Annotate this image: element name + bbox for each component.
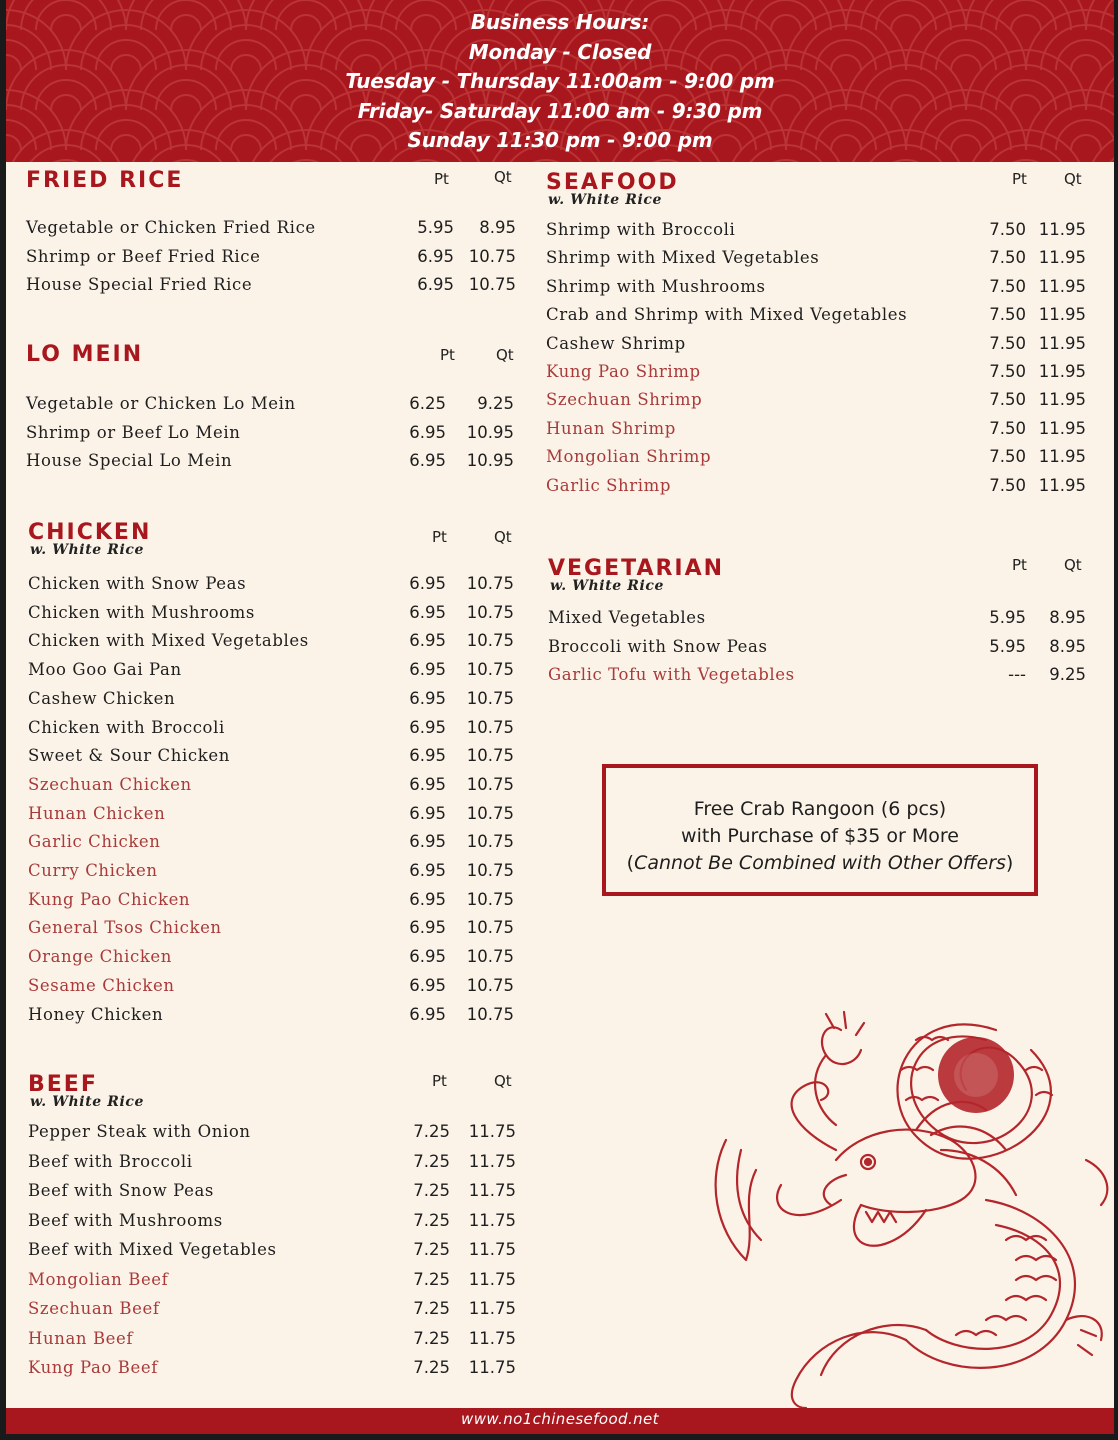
item-name: Moo Goo Gai Pan bbox=[28, 660, 182, 680]
promo-box bbox=[602, 764, 1038, 896]
item-name: Crab and Shrimp with Mixed Vegetables bbox=[546, 305, 908, 325]
item-name: Beef with Mixed Vegetables bbox=[28, 1240, 277, 1259]
item-price-pt: 7.50 bbox=[989, 362, 1026, 381]
footer-bar bbox=[6, 1408, 1114, 1434]
col-header-pt: Pt bbox=[434, 170, 449, 188]
section-title: SEAFOOD bbox=[546, 170, 679, 195]
item-price-pt: 7.50 bbox=[989, 418, 1026, 438]
item-name: Shrimp or Beef Lo Mein bbox=[26, 422, 241, 442]
item-name: Orange Chicken bbox=[28, 947, 173, 967]
item-price-pt: 6.95 bbox=[409, 602, 446, 622]
item-name: Mongolian Beef bbox=[28, 1269, 169, 1289]
promo-line-3: (Cannot Be Combined with Other Offers) bbox=[626, 852, 1014, 874]
item-name: Pepper Steak with Onion bbox=[28, 1122, 251, 1141]
item-name: Beef with Snow Peas bbox=[28, 1181, 214, 1200]
item-price-pt: 6.95 bbox=[409, 1004, 446, 1024]
item-name: Shrimp with Mushrooms bbox=[546, 276, 766, 296]
item-price-qt: 10.75 bbox=[466, 918, 514, 938]
item-price-qt: 10.75 bbox=[466, 774, 514, 794]
section-subtitle: w. White Rice bbox=[30, 1094, 145, 1110]
item-price-pt: 6.95 bbox=[409, 660, 446, 680]
item-price-pt: 6.95 bbox=[409, 717, 446, 737]
item-price-qt: 11.95 bbox=[1038, 305, 1086, 325]
item-price-qt: 10.75 bbox=[466, 947, 514, 967]
col-header-pt: Pt bbox=[440, 346, 455, 364]
section-subtitle: w. White Rice bbox=[30, 542, 145, 558]
item-price-pt: 6.95 bbox=[409, 422, 446, 442]
item-price-pt: 7.25 bbox=[413, 1122, 450, 1141]
item-price-pt: 7.25 bbox=[413, 1151, 450, 1171]
promo-line-2: with Purchase of $35 or More bbox=[681, 825, 959, 847]
item-price-qt: 11.75 bbox=[468, 1122, 516, 1141]
item-name: Shrimp or Beef Fried Rice bbox=[26, 246, 261, 266]
item-price-qt: 10.75 bbox=[466, 889, 514, 909]
section-title: CHICKEN bbox=[28, 520, 152, 545]
item-price-qt: 10.75 bbox=[468, 246, 516, 266]
item-price-pt: 7.50 bbox=[989, 248, 1026, 268]
item-price-pt: 5.95 bbox=[989, 636, 1026, 656]
hours-line: Friday- Saturday 11:00 am - 9:30 pm bbox=[357, 98, 763, 123]
item-name: Chicken with Snow Peas bbox=[28, 574, 247, 593]
item-price-qt: 11.75 bbox=[468, 1240, 516, 1259]
item-price-qt: 11.95 bbox=[1038, 447, 1086, 467]
item-name: Garlic Chicken bbox=[28, 832, 161, 852]
item-name: Mixed Vegetables bbox=[548, 608, 706, 627]
col-header-qt: Qt bbox=[494, 168, 512, 186]
item-price-pt: 7.25 bbox=[413, 1269, 450, 1289]
item-name: Chicken with Mushrooms bbox=[28, 602, 255, 622]
col-header-qt: Qt bbox=[1064, 170, 1082, 188]
item-price-qt: 8.95 bbox=[1049, 608, 1086, 627]
item-price-qt: 11.95 bbox=[1038, 390, 1086, 410]
item-name: Shrimp with Broccoli bbox=[546, 220, 736, 239]
col-header-pt: Pt bbox=[432, 528, 447, 546]
item-price-pt: 6.95 bbox=[409, 947, 446, 967]
item-price-pt: 7.25 bbox=[413, 1240, 450, 1259]
item-price-pt: 7.50 bbox=[989, 276, 1026, 296]
col-header-pt: Pt bbox=[1012, 556, 1027, 574]
item-price-pt: 7.50 bbox=[989, 220, 1026, 239]
section-title: BEEF bbox=[28, 1072, 98, 1097]
item-price-qt: 10.75 bbox=[466, 574, 514, 593]
item-price-qt: 9.25 bbox=[477, 394, 514, 413]
section-subtitle: w. White Rice bbox=[548, 192, 663, 208]
item-price-qt: 11.95 bbox=[1038, 362, 1086, 381]
item-name: Hunan Beef bbox=[28, 1328, 134, 1348]
item-name: Szechuan Beef bbox=[28, 1299, 160, 1318]
item-name: Kung Pao Shrimp bbox=[546, 362, 701, 381]
item-price-qt: 11.75 bbox=[468, 1269, 516, 1289]
item-price-qt: 8.95 bbox=[479, 218, 516, 237]
item-price-qt: 11.95 bbox=[1038, 418, 1086, 438]
item-name: House Special Lo Mein bbox=[26, 451, 233, 470]
header-banner bbox=[6, 0, 1114, 162]
item-price-pt: 7.25 bbox=[413, 1210, 450, 1230]
item-name: Hunan Shrimp bbox=[546, 418, 676, 438]
hours-line: Sunday 11:30 pm - 9:00 pm bbox=[407, 128, 713, 152]
item-price-pt: 6.95 bbox=[409, 975, 446, 995]
item-name: Kung Pao Chicken bbox=[28, 889, 191, 909]
item-name: Cashew Chicken bbox=[28, 688, 176, 708]
section-subtitle: w. White Rice bbox=[550, 578, 665, 594]
item-price-qt: 10.75 bbox=[466, 660, 514, 680]
item-name: Honey Chicken bbox=[28, 1004, 164, 1024]
item-price-qt: 8.95 bbox=[1049, 636, 1086, 656]
item-name: Beef with Broccoli bbox=[28, 1151, 193, 1171]
item-name: Chicken with Broccoli bbox=[28, 717, 225, 737]
item-price-pt: 7.50 bbox=[989, 333, 1026, 353]
item-name: Chicken with Mixed Vegetables bbox=[28, 631, 309, 651]
item-price-qt: 10.75 bbox=[466, 832, 514, 852]
item-name: Beef with Mushrooms bbox=[28, 1210, 223, 1230]
item-price-pt: 6.95 bbox=[409, 861, 446, 880]
item-price-qt: 11.75 bbox=[468, 1299, 516, 1318]
item-price-qt: 11.75 bbox=[468, 1210, 516, 1230]
hours-line: Tuesday - Thursday 11:00am - 9:00 pm bbox=[345, 69, 775, 93]
item-price-pt: --- bbox=[1008, 665, 1026, 684]
item-name: Szechuan Chicken bbox=[28, 774, 192, 794]
item-price-qt: 11.95 bbox=[1038, 248, 1086, 268]
section-title: VEGETARIAN bbox=[548, 556, 725, 581]
item-price-qt: 10.75 bbox=[466, 803, 514, 823]
item-name: Sesame Chicken bbox=[28, 975, 175, 995]
item-price-pt: 6.95 bbox=[409, 774, 446, 794]
item-price-pt: 6.95 bbox=[409, 803, 446, 823]
item-price-qt: 11.95 bbox=[1038, 276, 1086, 296]
item-price-pt: 6.95 bbox=[409, 631, 446, 651]
item-price-pt: 6.95 bbox=[409, 918, 446, 938]
item-price-qt: 11.95 bbox=[1038, 220, 1086, 239]
item-price-qt: 10.75 bbox=[466, 717, 514, 737]
col-header-qt: Qt bbox=[494, 1072, 512, 1090]
item-price-pt: 6.95 bbox=[417, 246, 454, 266]
item-name: Mongolian Shrimp bbox=[546, 447, 712, 467]
item-price-pt: 6.95 bbox=[409, 889, 446, 909]
item-price-qt: 10.75 bbox=[466, 1004, 514, 1024]
item-price-qt: 11.75 bbox=[468, 1151, 516, 1171]
menu-page bbox=[6, 0, 1114, 1434]
item-name: Sweet & Sour Chicken bbox=[28, 746, 230, 766]
business-hours bbox=[6, 8, 1114, 156]
item-price-pt: 5.95 bbox=[989, 608, 1026, 627]
item-price-pt: 7.25 bbox=[413, 1181, 450, 1200]
item-price-qt: 9.25 bbox=[1049, 665, 1086, 684]
item-price-pt: 7.25 bbox=[413, 1299, 450, 1318]
col-header-qt: Qt bbox=[494, 528, 512, 546]
item-price-qt: 11.75 bbox=[468, 1181, 516, 1200]
item-price-pt: 7.50 bbox=[989, 390, 1026, 410]
dragon-illustration bbox=[686, 1000, 1114, 1408]
item-name: House Special Fried Rice bbox=[26, 275, 253, 294]
item-price-pt: 6.95 bbox=[409, 451, 446, 470]
item-name: General Tsos Chicken bbox=[28, 918, 222, 938]
item-price-pt: 7.25 bbox=[413, 1328, 450, 1348]
item-name: Cashew Shrimp bbox=[546, 333, 686, 353]
item-price-pt: 5.95 bbox=[417, 218, 454, 237]
item-name: Broccoli with Snow Peas bbox=[548, 636, 768, 656]
promo-line-1: Free Crab Rangoon (6 pcs) bbox=[693, 798, 947, 820]
section-title: LO MEIN bbox=[26, 342, 144, 367]
item-name: Vegetable or Chicken Fried Rice bbox=[26, 218, 316, 237]
item-price-pt: 6.95 bbox=[409, 746, 446, 766]
item-price-pt: 7.50 bbox=[989, 447, 1026, 467]
hours-line: Monday - Closed bbox=[468, 39, 652, 64]
item-name: Szechuan Shrimp bbox=[546, 390, 703, 410]
item-price-qt: 10.95 bbox=[466, 451, 514, 470]
item-price-qt: 10.95 bbox=[466, 422, 514, 442]
section-title: FRIED RICE bbox=[26, 168, 184, 193]
item-name: Vegetable or Chicken Lo Mein bbox=[26, 394, 296, 413]
item-name: Curry Chicken bbox=[28, 861, 158, 880]
item-price-pt: 6.95 bbox=[409, 688, 446, 708]
item-price-qt: 10.75 bbox=[466, 602, 514, 622]
item-price-pt: 7.50 bbox=[989, 475, 1026, 495]
item-price-qt: 11.75 bbox=[468, 1358, 516, 1377]
item-price-pt: 7.25 bbox=[413, 1358, 450, 1377]
item-name: Garlic Shrimp bbox=[546, 475, 672, 495]
col-header-qt: Qt bbox=[496, 346, 514, 364]
item-price-qt: 10.75 bbox=[466, 631, 514, 651]
item-name: Garlic Tofu with Vegetables bbox=[548, 665, 795, 684]
item-price-qt: 11.75 bbox=[468, 1328, 516, 1348]
item-price-pt: 6.95 bbox=[417, 275, 454, 294]
item-name: Kung Pao Beef bbox=[28, 1358, 158, 1377]
col-header-pt: Pt bbox=[432, 1072, 447, 1090]
item-price-pt: 6.95 bbox=[409, 832, 446, 852]
item-price-qt: 10.75 bbox=[466, 861, 514, 880]
hours-title: Business Hours: bbox=[470, 10, 650, 34]
item-price-qt: 11.95 bbox=[1038, 333, 1086, 353]
col-header-qt: Qt bbox=[1064, 556, 1082, 574]
item-price-pt: 6.25 bbox=[409, 394, 446, 413]
col-header-pt: Pt bbox=[1012, 170, 1027, 188]
item-price-qt: 10.75 bbox=[466, 688, 514, 708]
item-price-qt: 10.75 bbox=[466, 975, 514, 995]
item-price-pt: 6.95 bbox=[409, 574, 446, 593]
website-link[interactable]: www.no1chinesefood.net bbox=[461, 1410, 659, 1428]
item-price-qt: 10.75 bbox=[468, 275, 516, 294]
item-name: Shrimp with Mixed Vegetables bbox=[546, 248, 820, 268]
item-name: Hunan Chicken bbox=[28, 803, 166, 823]
item-price-qt: 11.95 bbox=[1038, 475, 1086, 495]
item-price-qt: 10.75 bbox=[466, 746, 514, 766]
item-price-pt: 7.50 bbox=[989, 305, 1026, 325]
